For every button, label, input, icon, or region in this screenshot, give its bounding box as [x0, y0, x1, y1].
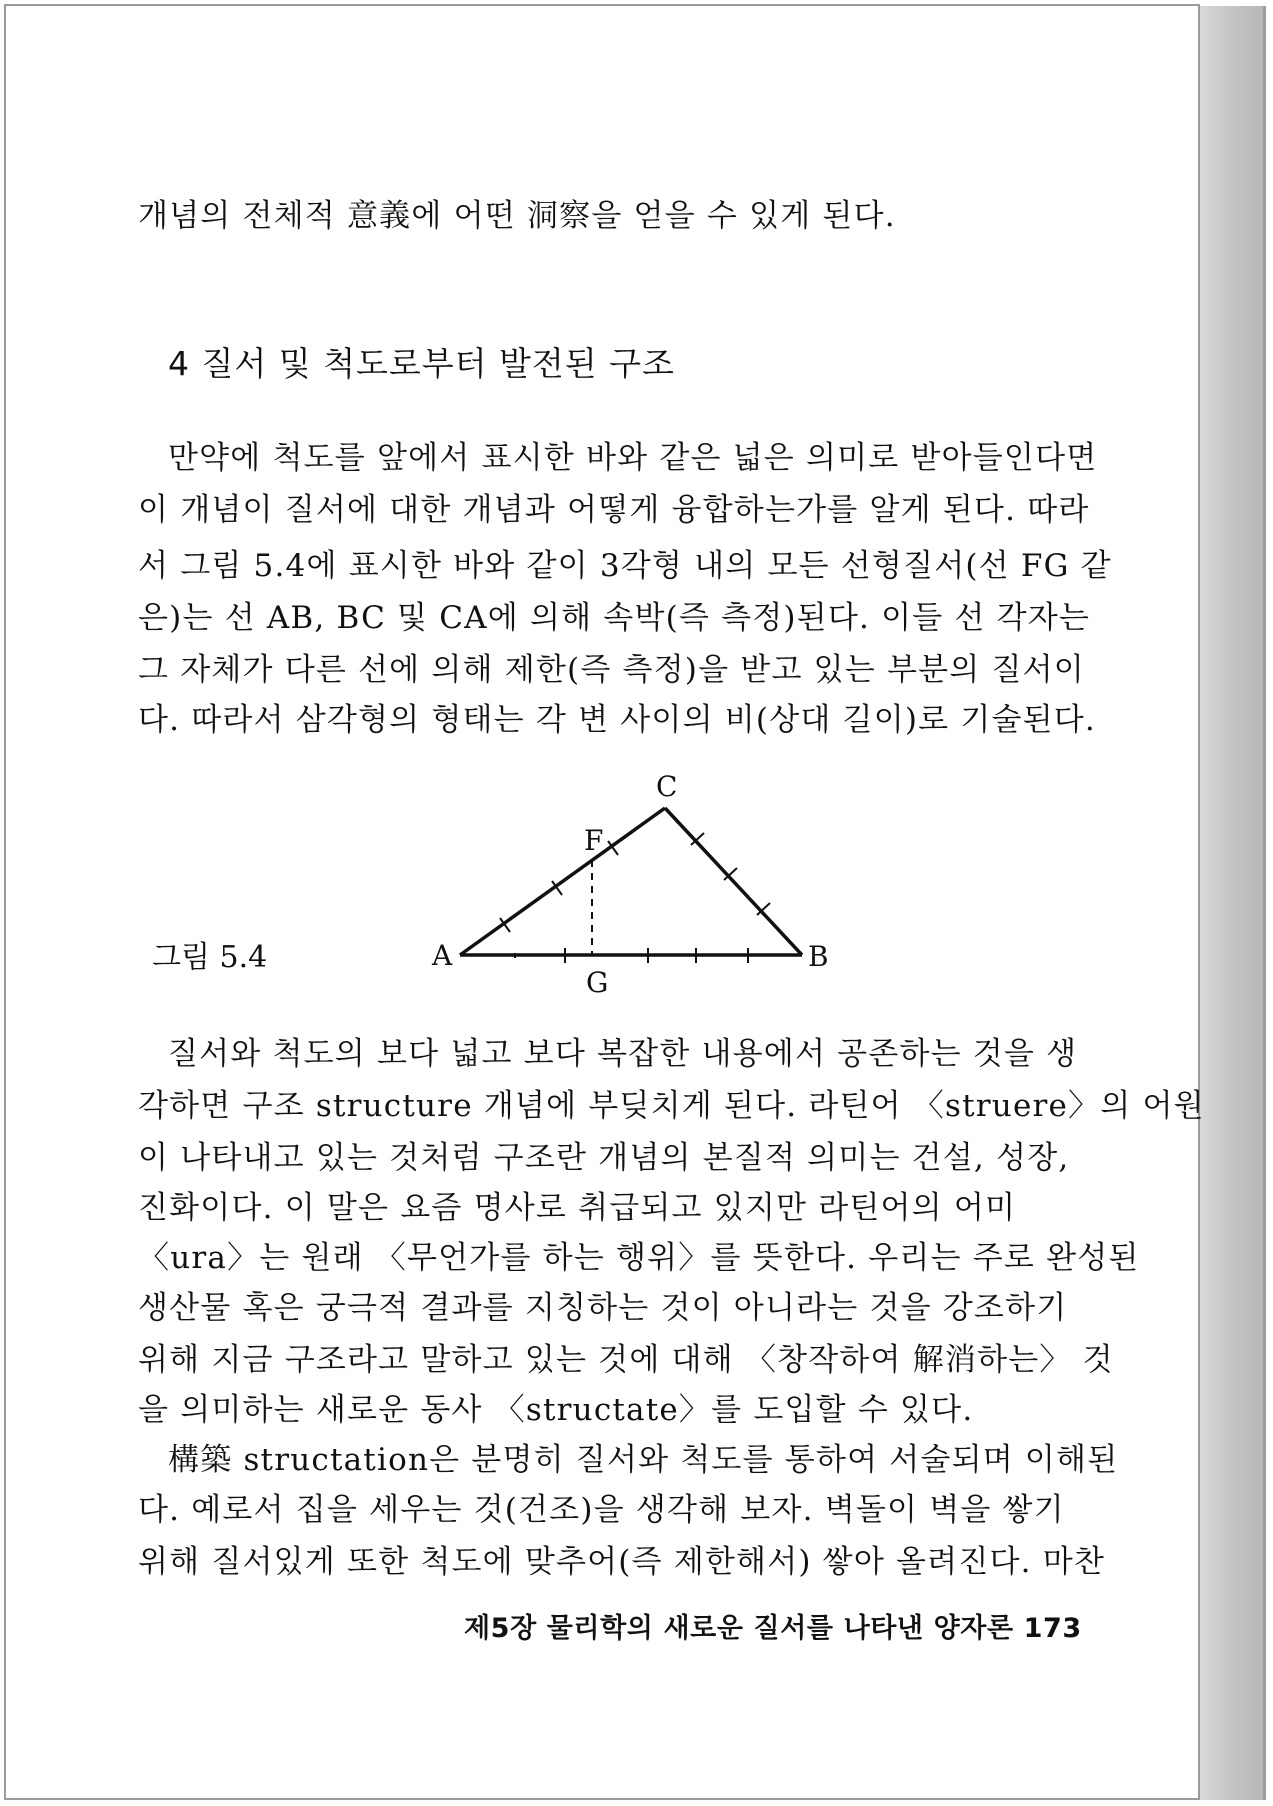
paragraph-3-line-3: 위해 질서있게 또한 척도에 맞추어(즉 제한해서) 쌓아 올려진다. 마찬: [138, 1544, 1106, 1580]
paragraph-2-line-8: 을 의미하는 새로운 동사 〈structate〉를 도입할 수 있다.: [138, 1392, 974, 1428]
paragraph-2-line-5: 〈ura〉는 원래 〈무언가를 하는 행위〉를 뜻한다. 우리는 주로 완성된: [138, 1240, 1140, 1276]
label-f: F: [584, 824, 604, 857]
paragraph-1-line-5: 그 자체가 다른 선에 의해 제한(즉 측정)을 받고 있는 부분의 질서이: [138, 652, 1085, 688]
paragraph-2-line-3: 이 나타내고 있는 것처럼 구조란 개념의 본질적 의미는 건설, 성장,: [138, 1140, 1070, 1176]
label-g: G: [586, 966, 609, 999]
paragraph-1-line-2: 이 개념이 질서에 대한 개념과 어떻게 융합하는가를 알게 된다. 따라: [138, 492, 1090, 528]
paragraph-2-line-7: 위해 지금 구조라고 말하고 있는 것에 대해 〈창작하여 解消하는〉 것: [138, 1342, 1114, 1378]
paragraph-top-line-1: 개념의 전체적 意義에 어떤 洞察을 얻을 수 있게 된다.: [138, 198, 896, 234]
label-c: C: [656, 770, 678, 803]
triangle-figure: [420, 770, 840, 1000]
page-stack-edge: [1200, 6, 1266, 1800]
paragraph-2-line-1: 질서와 척도의 보다 넓고 보다 복잡한 내용에서 공존하는 것을 생: [168, 1036, 1078, 1072]
side-ca: [460, 808, 665, 955]
side-cb: [665, 808, 802, 955]
paragraph-2-line-2: 각하면 구조 structure 개념에 부딪치게 된다. 라틴어 〈struere〉의 어원: [138, 1088, 1205, 1124]
paragraph-1-line-3: 서 그림 5.4에 표시한 바와 같이 3각형 내의 모든 선형질서(선 FG 같: [138, 548, 1112, 584]
figure-caption: 그림 5.4: [152, 940, 268, 975]
paragraph-1-line-4: 은)는 선 AB, BC 및 CA에 의해 속박(즉 측정)된다. 이들 선 각자는: [138, 600, 1091, 636]
label-a: A: [432, 939, 453, 972]
section-heading: 4 질서 및 척도로부터 발전된 구조: [168, 344, 675, 383]
paragraph-3-line-1: 構築 structation은 분명히 질서와 척도를 통하여 서술되며 이해된: [168, 1442, 1119, 1478]
paragraph-1-line-1: 만약에 척도를 앞에서 표시한 바와 같은 넓은 의미로 받아들인다면: [168, 440, 1098, 476]
paragraph-2-line-6: 생산물 혹은 궁극적 결과를 지칭하는 것이 아니라는 것을 강조하기: [138, 1290, 1068, 1326]
label-b: B: [808, 940, 829, 973]
paragraph-3-line-2: 다. 예로서 집을 세우는 것(건조)을 생각해 보자. 벽돌이 벽을 쌓기: [138, 1492, 1065, 1528]
running-footer: 제5장 물리학의 새로운 질서를 나타낸 양자론 173: [464, 1613, 1082, 1644]
paragraph-2-line-4: 진화이다. 이 말은 요즘 명사로 취급되고 있지만 라틴어의 어미: [138, 1190, 1017, 1226]
paragraph-1-line-6: 다. 따라서 삼각형의 형태는 각 변 사이의 비(상대 길이)로 기술된다.: [138, 702, 1096, 738]
